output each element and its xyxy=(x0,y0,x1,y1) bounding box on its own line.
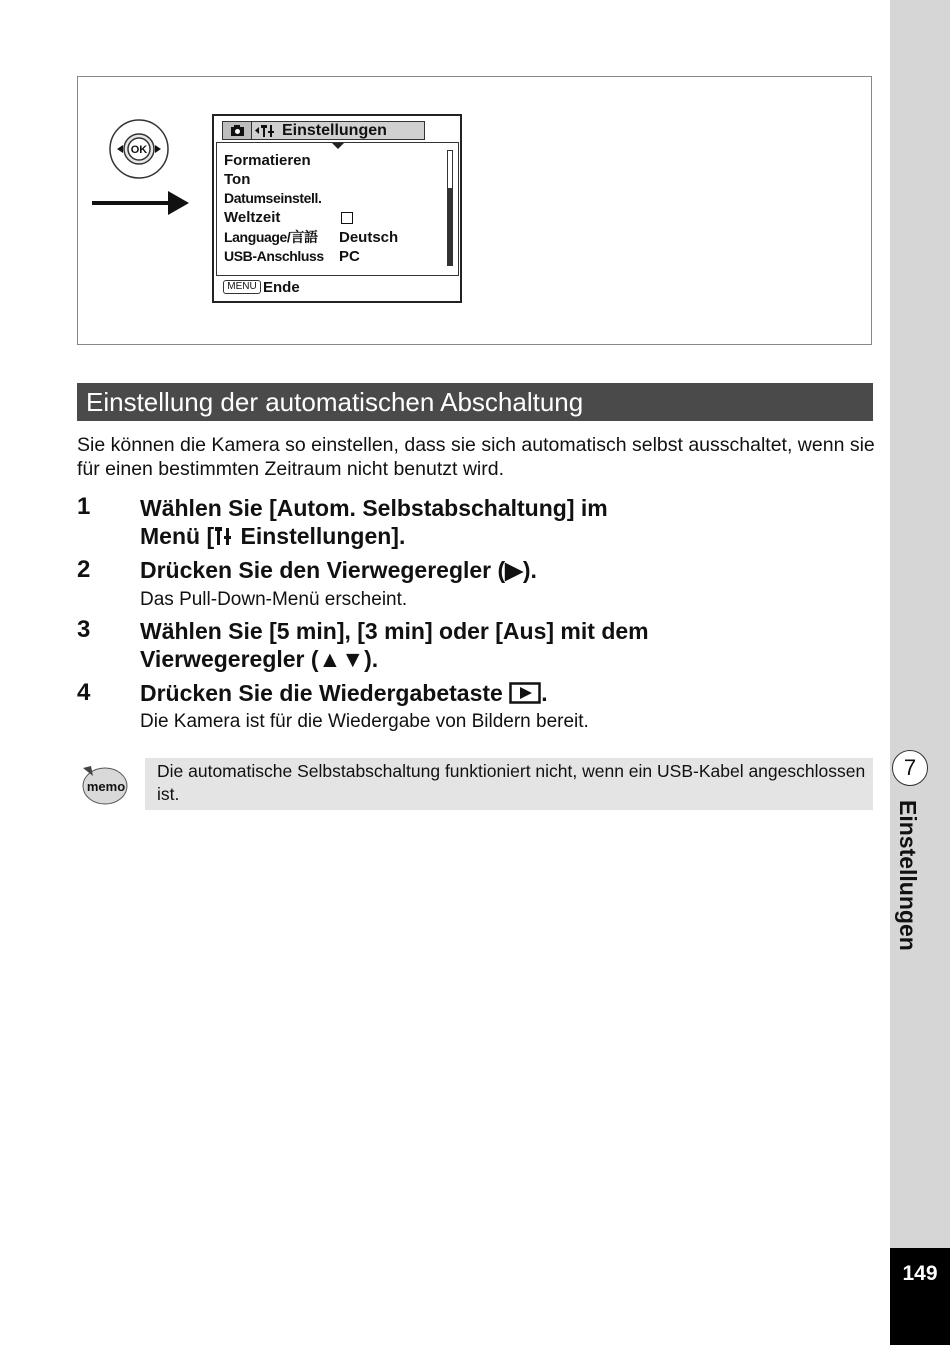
menu-item-ton: Ton xyxy=(224,171,251,188)
right-arrow-glyph: ▶ xyxy=(505,557,523,583)
chapter-title: Einstellungen xyxy=(895,800,921,951)
playback-button-icon xyxy=(509,682,541,704)
figure-box xyxy=(77,76,872,345)
step-2-title: Drücken Sie den Vierwegeregler (▶). xyxy=(140,557,537,583)
step-3-number: 3 xyxy=(77,616,91,643)
menu-scroll-thumb xyxy=(448,188,452,265)
menu-exit-label: Ende xyxy=(263,279,300,296)
setup-wrench-icon xyxy=(214,525,234,547)
arrow-right-icon xyxy=(92,190,190,216)
menu-item-usb: USB-Anschluss xyxy=(224,248,324,264)
step-3-title-line1: Wählen Sie [5 min], [3 min] oder [Aus] mit dem xyxy=(140,618,649,644)
menu-item-weltzeit: Weltzeit xyxy=(224,209,281,226)
camera-icon xyxy=(223,122,252,139)
weltzeit-checkbox xyxy=(341,212,353,224)
step-4-number: 4 xyxy=(77,679,91,706)
step-3-title-line2: Vierwegeregler (▲▼). xyxy=(140,646,379,672)
step-1-number: 1 xyxy=(77,493,91,520)
setup-wrench-icon xyxy=(253,122,281,139)
menu-value-usb: PC xyxy=(339,248,360,265)
menu-value-language: Deutsch xyxy=(339,229,399,246)
section-heading: Einstellung der automatischen Abschaltung xyxy=(86,387,584,417)
chapter-number: 7 xyxy=(892,750,928,786)
memo-icon-label: memo xyxy=(86,779,126,794)
menu-item-language: Language/言語 xyxy=(224,229,318,245)
page-number: 149 xyxy=(890,1248,950,1345)
menu-key-badge: MENU xyxy=(223,280,261,294)
four-way-controller-icon xyxy=(108,118,170,180)
step-4-note: Die Kamera ist für die Wiedergabe von Bildern bereit. xyxy=(140,711,589,732)
chapter-side-tab xyxy=(890,0,950,1345)
step-2-number: 2 xyxy=(77,556,91,583)
menu-item-datumseinstell: Datumseinstell. xyxy=(224,190,322,206)
section-intro: Sie können die Kamera so einstellen, dass sie sich automatisch selbst ausschaltet, wenn sie für einen bestimmten Zeitraum nicht benutzt wird. xyxy=(77,434,875,480)
step-4-title: Drücken Sie die Wiedergabetaste . xyxy=(140,680,548,706)
ok-label: OK xyxy=(130,144,148,156)
memo-text: Die automatische Selbstabschaltung funktioniert nicht, wenn ein USB-Kabel angeschlossen ist. xyxy=(157,761,866,804)
menu-tab-title: Einstellungen xyxy=(282,122,387,139)
step-1-title-line2: Menü [ Einstellungen]. xyxy=(140,523,406,549)
menu-item-formatieren: Formatieren xyxy=(224,152,311,169)
step-2-note: Das Pull-Down-Menü erscheint. xyxy=(140,589,408,610)
step-1-title-line1: Wählen Sie [Autom. Selbstabschaltung] im xyxy=(140,495,608,521)
memo-icon xyxy=(79,762,129,806)
